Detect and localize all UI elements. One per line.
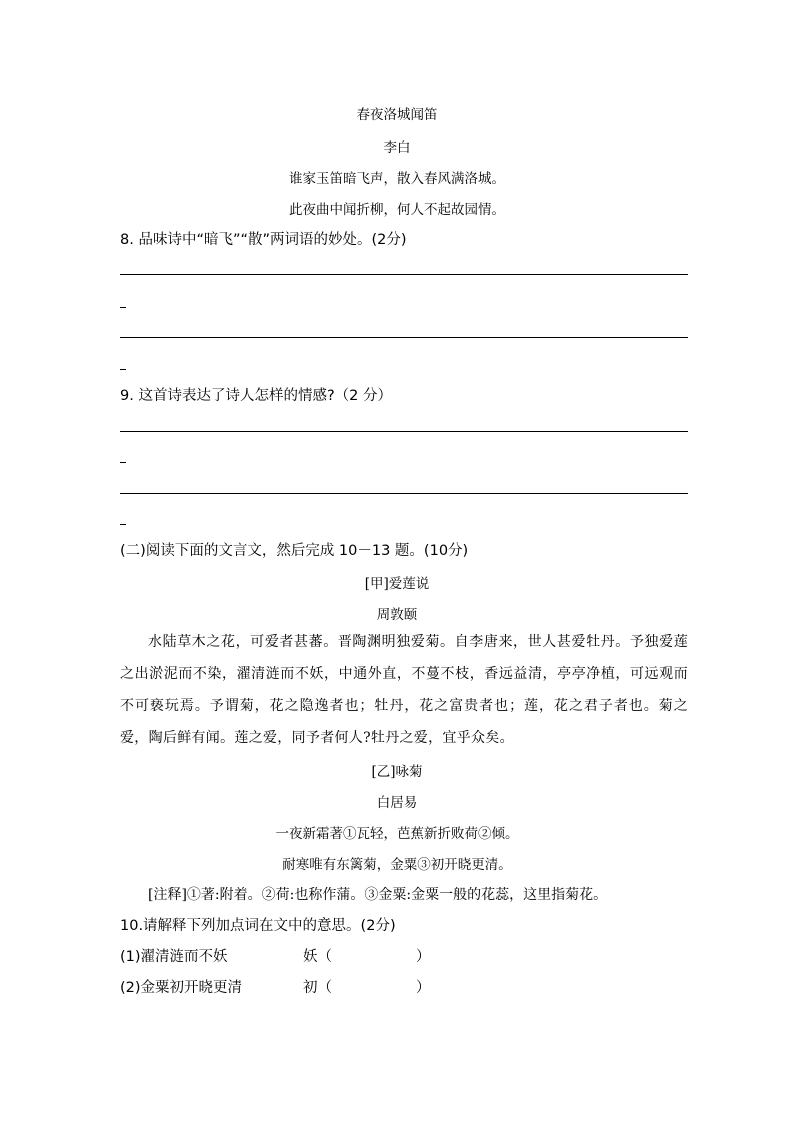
q10-item-label: (1)濯清涟而不妖 [120, 949, 228, 965]
passage-a-body: 水陆草木之花，可爱者甚蕃。晋陶渊明独爱菊。自李唐来，世人甚爱牡丹。予独爱莲之出淤泥而不染，濯清涟而不妖，中通外直，不蔓不枝，香远益清，亭亭净植，可远观而不可亵玩焉。予谓菊，花之隐逸者也；牡丹，花之富贵者也；莲，花之君子者也。菊之爱，陶后鲜有闻。莲之爱，同予者何人?牡丹之爱，宜乎众矣。 [120, 634, 688, 746]
answer-line [120, 431, 688, 432]
poem-author: 李白 [383, 140, 411, 156]
section-heading: (二)阅读下面的文言文，然后完成 10－13 题。(10分) [120, 543, 469, 559]
passage-a-author: 周敦颐 [376, 607, 418, 623]
poem-title: 春夜洛城闻笛 [356, 107, 438, 123]
answer-line-dash [120, 524, 126, 525]
q10-close-paren: ） [416, 980, 431, 996]
question-8: 8. 品味诗中“暗飞”“散”两词语的妙处。(2分) [120, 232, 407, 248]
question-10: 10.请解释下列加点词在文中的意思。(2分) [120, 918, 396, 934]
passage-b-author: 白居易 [376, 795, 418, 811]
poem-line-1: 谁家玉笛暗飞声，散入春风满洛城。 [289, 171, 505, 187]
question-9: 9. 这首诗表达了诗人怎样的情感?（2 分） [120, 388, 392, 404]
q10-item-label: (2)金粟初开晓更清 [120, 980, 243, 996]
passage-a-title: [甲]爱莲说 [364, 576, 430, 592]
q10-item-2 [120, 976, 242, 997]
q10-item-1 [120, 945, 228, 966]
annotation: [注释]①著:附着。②荷:也称作蒲。③金粟:金粟一般的花蕊，这里指菊花。 [148, 887, 608, 903]
passage-b-line-2: 耐寒唯有东篱菊，金粟③初开晓更清。 [282, 857, 512, 873]
q10-item-1-answer [303, 945, 431, 966]
q10-item-word: 初 [303, 980, 318, 996]
answer-line [120, 493, 688, 494]
answer-line [120, 337, 688, 338]
q10-item-word: 妖 [303, 949, 318, 965]
q10-item-2-answer [303, 976, 431, 997]
q10-open-paren: （ [317, 980, 332, 996]
answer-line [120, 274, 688, 275]
poem-line-2: 此夜曲中闻折柳，何人不起故园情。 [289, 202, 505, 218]
answer-line-dash [120, 462, 126, 463]
passage-b-line-1: 一夜新霜著①瓦轻，芭蕉新折败荷②倾。 [275, 826, 519, 842]
q10-close-paren: ） [416, 949, 431, 965]
q10-open-paren: （ [317, 949, 332, 965]
answer-line-dash [120, 369, 126, 370]
passage-b-title: [乙]咏菊 [371, 764, 423, 780]
answer-line-dash [120, 307, 126, 308]
